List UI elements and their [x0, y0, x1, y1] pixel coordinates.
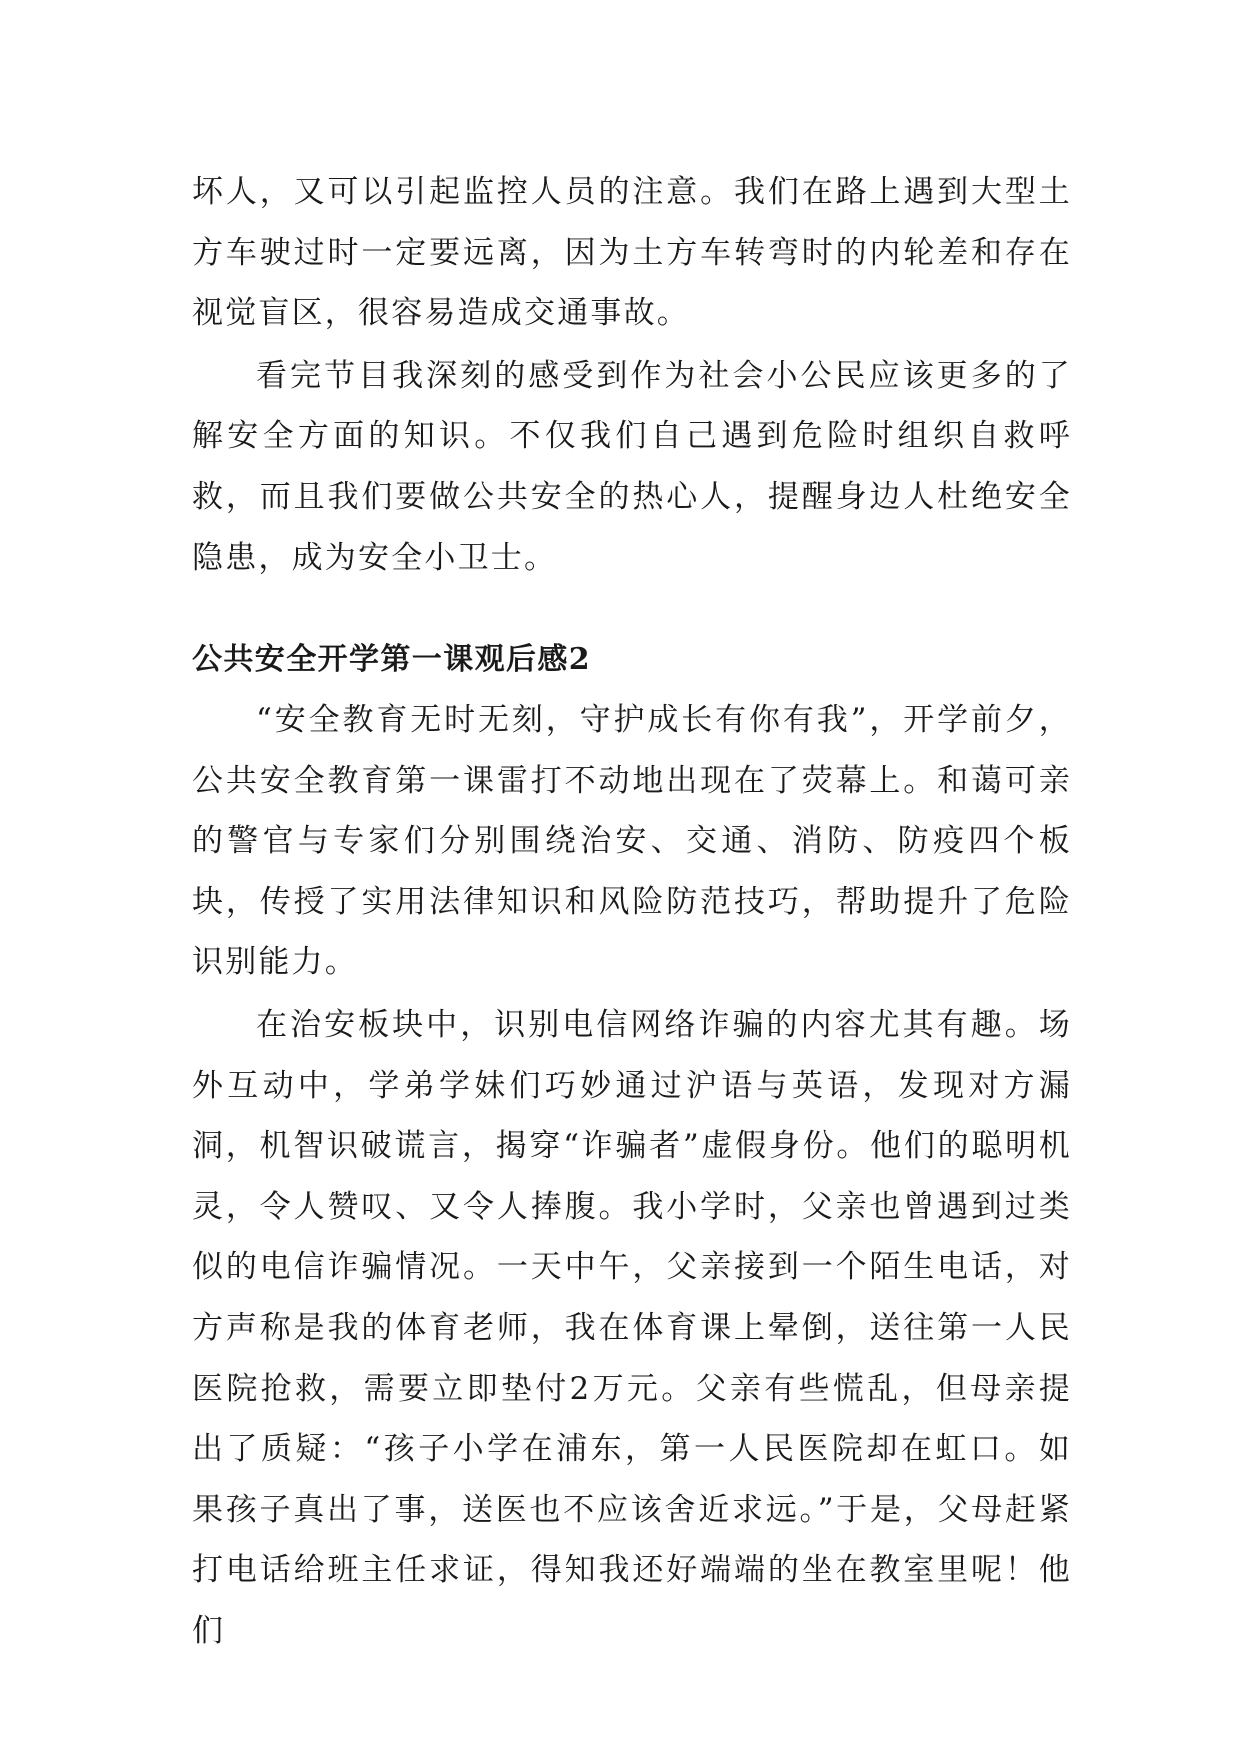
body-text-top: [192, 162, 1072, 588]
section-essay-2: [192, 630, 1072, 1662]
paragraph-fraud-story: 在治安板块中，识别电信网络诈骗的内容尤其有趣。场外互动中，学弟学妹们巧妙通过沪语与英语，发现对方漏洞，机智识破谎言，揭穿“诈骗者”虚假身份。他们的聪明机灵，令人赞叹、又令人捧腹。我小学时，父亲也曾遇到过类似的电信诈骗情况。一天中午，父亲接到一个陌生电话，对方声称是我的体育老师，我在体育课上晕倒，送往第一人民医院抢救，需要立即垫付2万元。父亲有些慌乱，但母亲提出了质疑：“孩子小学在浦东，第一人民医院却在虹口。如果孩子真出了事，送医也不应该舍近求远。”于是，父母赶紧打电话给班主任求证，得知我还好端端的坐在教室里呢！他们: [192, 1006, 1072, 1649]
paragraph-intro: “安全教育无时无刻，守护成长有你有我”，开学前夕，公共安全教育第一课雷打不动地出现在了荧幕上。和蔼可亲的警官与专家们分别围绕治安、交通、消防、防疫四个板块，传授了实用法律知识和风险防范技巧，帮助提升了危险识别能力。: [192, 702, 1072, 981]
paragraph-reflection: 看完节目我深刻的感受到作为社会小公民应该更多的了解安全方面的知识。不仅我们自己遇到危险时组织自救呼救，而且我们要做公共安全的热心人，提醒身边人杜绝安全隐患，成为安全小卫士。: [192, 357, 1072, 576]
section-title: 公共安全开学第一课观后感2: [192, 642, 592, 677]
paragraph-continued: 坏人，又可以引起监控人员的注意。我们在路上遇到大型土方车驶过时一定要远离，因为土方车转弯时的内轮差和存在视觉盲区，很容易造成交通事故。: [192, 174, 1072, 332]
